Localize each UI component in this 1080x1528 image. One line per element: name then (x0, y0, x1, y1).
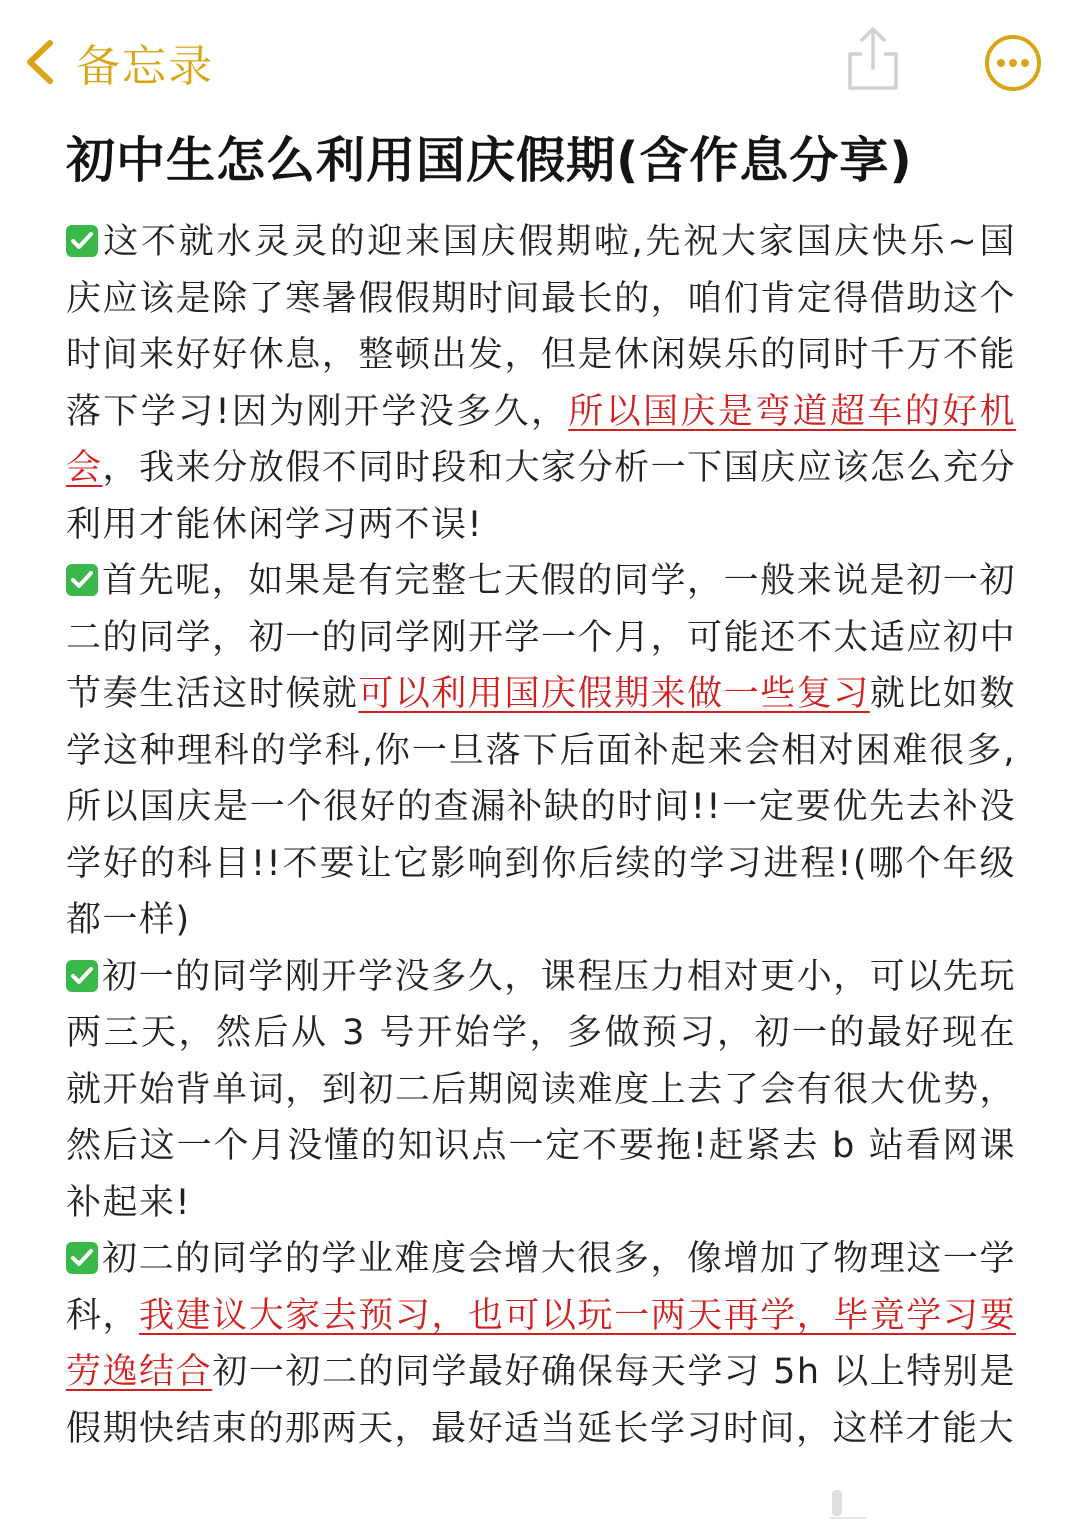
note-title: 初中生怎么利用国庆假期(含作息分享) (66, 132, 913, 189)
paragraph-4 (66, 1231, 1016, 1457)
paragraph-3 (66, 949, 1016, 1232)
chevron-left-icon (22, 37, 56, 87)
paragraph-2 (66, 553, 1016, 949)
check-mark-icon (66, 564, 98, 596)
ellipsis-circle-icon (984, 34, 1042, 92)
more-button[interactable] (984, 34, 1042, 92)
back-label: 备忘录 (76, 41, 214, 92)
navigation-bar (0, 0, 1080, 120)
highlighted-text: 可以利用国庆假期来做一些复习 (358, 674, 870, 714)
scroll-indicator (830, 1490, 866, 1520)
note-body[interactable] (66, 214, 1016, 1457)
share-button[interactable] (846, 26, 900, 92)
paragraph-text: 首先呢，如果是有完整七天假的同学，一般来说是初一初二的同学，初一的同学刚开学一个月，可能还不太适应初中节奏生活这时候就 (66, 561, 1016, 714)
highlighted-text: 所以国庆是弯道超车的好机会 (66, 391, 1016, 488)
paragraph-text: 初一的同学刚开学没多久，课程压力相对更小，可以先玩两三天，然后从 3 号开始学，多做预习，初一的最好现在就开始背单词，到初二后期阅读难度上去了会有很大优势，然后这一个月没懂的知识点一定不要拖!赶紧去 b 站看网课补起来! (66, 956, 1016, 1223)
share-icon (846, 26, 900, 92)
paragraph-text: 初二的同学的学业难度会增大很多，像增加了物理这一学科， (66, 1239, 1016, 1336)
check-mark-icon (66, 225, 98, 257)
highlighted-text: 我建议大家去预习，也可以玩一两天再学，毕竟学习要劳逸结合 (66, 1295, 1016, 1392)
back-button[interactable] (22, 34, 214, 90)
check-mark-icon (66, 960, 98, 992)
paragraph-text: 就比如数学这种理科的学科,你一旦落下后面补起来会相对困难很多,所以国庆是一个很好的查漏补缺的时间!!一定要优先去补没学好的科目!!不要让它影响到你后续的学习进程!(哪个年级都一样) (66, 674, 1016, 940)
paragraph-text: 这不就水灵灵的迎来国庆假期啦,先祝大家国庆快乐~国庆应该是除了寒暑假假期时间最长的，咱们肯定得借助这个时间来好好休息，整顿出发，但是休闲娱乐的同时千万不能落下学习!因为刚开学没多久， (66, 222, 1016, 432)
paragraph-text: ，我来分放假不同时段和大家分析一下国庆应该怎么充分利用才能休闲学习两不误! (66, 448, 1016, 545)
paragraph-text: 初一初二的同学最好确保每天学习 5h 以上特别是假期快结束的那两天，最好适当延长学习时间，这样才能大 (66, 1352, 1016, 1449)
check-mark-icon (66, 1242, 98, 1274)
paragraph-1 (66, 214, 1016, 553)
